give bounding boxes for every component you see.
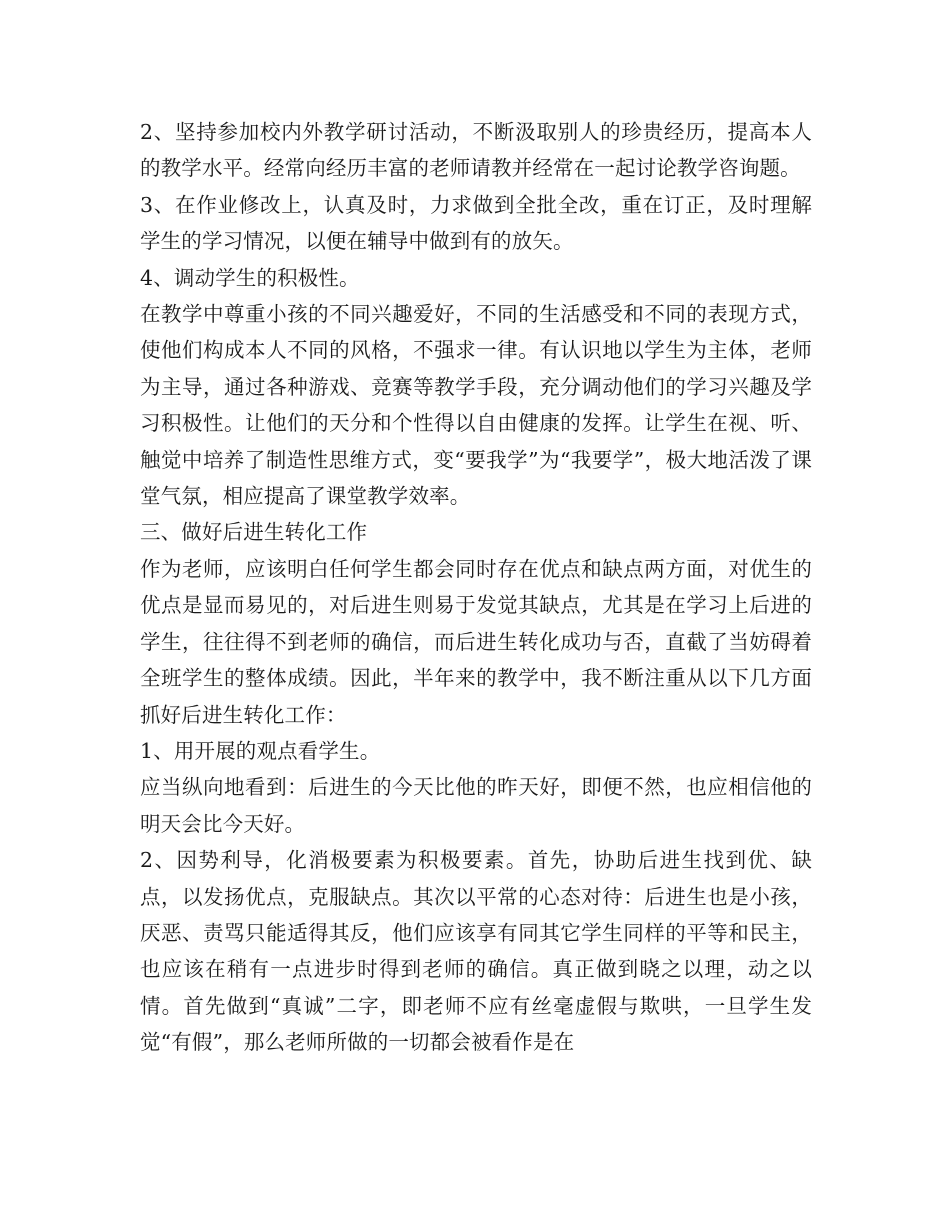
paragraph-heading-development-view: 1、用开展的观点看学生。 bbox=[140, 738, 381, 763]
paragraph-motivation-detail: 在教学中尊重小孩的不同兴趣爱好，不同的生活感受和不同的表现方式，使他们构成本人不同的风格，不强求一律。有认识地以学生为主体，老师为主导，通过各种游戏、竞赛等教学手段，充分调动他们的学习兴趣及学习积极性。让他们的天分和个性得以自由健康的发挥。让学生在视、听、触觉中培养了制造性思维方式，变“要我学”为“我要学”，极大地活泼了课堂气氛，相应提高了课堂教学效率。 bbox=[140, 302, 812, 509]
paragraph-teaching-research: 2、坚持参加校内外教学研讨活动，不断汲取别人的珍贵经历，提高本人的教学水平。经常向经历丰富的老师请教并经常在一起讨论教学咨询题。 bbox=[140, 120, 812, 181]
section-heading-underachievers: 三、做好后进生转化工作 bbox=[140, 520, 368, 545]
paragraph-development-view-detail: 应当纵向地看到：后进生的今天比他的昨天好，即便不然，也应相信他的明天会比今天好。 bbox=[140, 775, 812, 836]
document-body bbox=[140, 114, 812, 1061]
paragraph-guidance-detail: 2、因势利导，化消极要素为积极要素。首先，协助后进生找到优、缺点，以发扬优点，克服缺点。其次以平常的心态对待：后进生也是小孩，厌恶、责骂只能适得其反，他们应该享有同其它学生同样的平等和民主，也应该在稍有一点进步时得到老师的确信。真正做到晓之以理，动之以情。首先做到“真诚”二字，即老师不应有丝毫虚假与欺哄，一旦学生发觉“有假”，那么老师所做的一切都会被看作是在 bbox=[140, 848, 812, 1055]
paragraph-heading-motivation: 4、调动学生的积极性。 bbox=[140, 265, 360, 290]
paragraph-homework-correction: 3、在作业修改上，认真及时，力求做到全批全改，重在订正，及时理解学生的学习情况，以便在辅导中做到有的放矢。 bbox=[140, 192, 812, 254]
paragraph-underachievers-intro: 作为老师，应该明白任何学生都会同时存在优点和缺点两方面，对优生的优点是显而易见的，对后进生则易于发觉其缺点，尤其是在学习上后进的学生，往往得不到老师的确信，而后进生转化成功与否，直截了当妨碍着全班学生的整体成绩。因此，半年来的教学中，我不断注重从以下几方面抓好后进生转化工作： bbox=[140, 556, 812, 727]
